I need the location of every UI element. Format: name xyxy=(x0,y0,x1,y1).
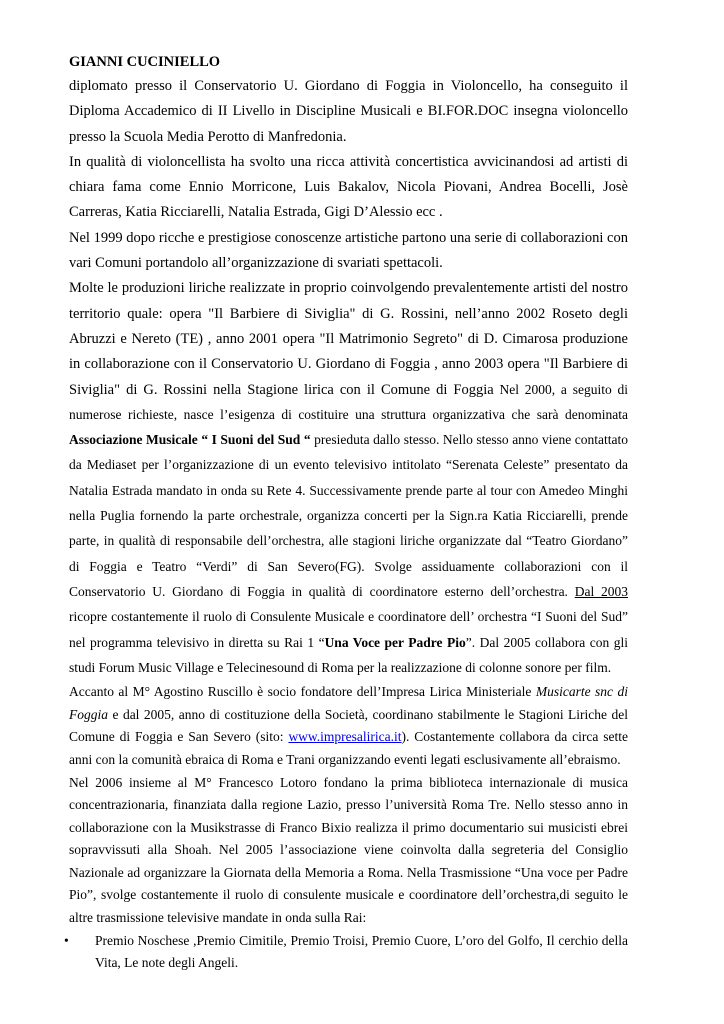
list-item-text: Premio Noschese ,Premio Cimitile, Premio Troisi, Premio Cuore, L’oro del Golfo, Il cerchio della Vita, Le note degli Angeli. xyxy=(95,932,628,971)
association-intro-text: Nel 2000, a seguito di numerose richieste, nasce l’esigenza di costituire una struttura organizzativa che sarà denominata xyxy=(69,381,628,422)
author-name-heading: GIANNI CUCINIELLO xyxy=(69,54,221,70)
paragraph-library-foundation: Nel 2006 insieme al M° Francesco Lotoro fondano la prima biblioteca internazionale di musica concentrazionaria, finanziata dalla regione Lazio, presso l’università Roma Tre. Nello stesso anno in collaborazione con la Musikstrasse di Franco Bixio realizza il primo documentario sui musicisti ebrei sopravvissuti alla Shoah. Nel 2005 l’associazione viene coinvolta dalla segreteria del Consiglio Nazionale ad organizzare la Giornata della Memoria a Roma. Nella Trasmissione “Una voce per Padre Pio”, svolge costantemente il ruolo di consulente musicale e coordinatore dell’orchestra,di seguito le altre trasmissione televisive mandate in onda sulla Rai: xyxy=(69,774,628,926)
film-scores-text: ”. Dal 2005 collabora con gli studi Forum Music Village e Telecinesound di Roma per la realizzazione di colonne sonore per film. xyxy=(69,634,628,675)
company-name-musicarte: Musicarte snc di Foggia xyxy=(69,684,628,722)
impresa-seasons-text: e dal 2005, anno di costituzione della Società, coordinano stabilmente le Stagioni Liriche del Comune di Foggia e San Severo (sito: xyxy=(69,706,628,745)
association-activity-text: presieduta dallo stesso. Nello stesso anno viene contattato da Mediaset per l’organizzazione di un evento televisivo intitolato “Serenata Celeste” presentato da Natalia Estrada mandato in onda su Rete 4. Successivamente prende parte al tour con Amedeo Minghi nella Puglia fornendo la parte orchestrale, organizza concerti per la Sign.ra Katia Ricciarelli, prende parte, in qualità di responsabile dell’orchestra, alle stagioni liriche organizzate dal “Teatro Giordano” di Foggia e Teatro “Verdi” di San Severo(FG). Svolge assiduamente collaborazioni con il Conservatorio U. Giordano di Foggia in qualità di coordinatore esterno dell’orchestra. xyxy=(69,432,628,599)
jewish-community-text: ). Costantemente collabora da circa sette anni con la comunità ebraica di Roma e Trani organizzando eventi legati esclusivamente all’ebraismo. xyxy=(69,729,628,767)
website-link[interactable]: www.impresalirica.it xyxy=(288,729,402,745)
list-item xyxy=(64,930,628,975)
opera-productions-text: Molte le produzioni liriche realizzate in proprio coinvolgendo prevalentemente artisti del nostro territorio quale: opera "Il Barbiere di Siviglia" di G. Rossini, nell’anno 2002 Roseto degli Abruzzi e Nereto (TE) , anno 2001 opera "Il Matrimonio Segreto" di D. Cimarosa produzione in collaborazione con il Conservatorio U. Giordano di Foggia , anno 2003 opera "Il Barbiere di Siviglia" di G. Rossini nella Stagione lirica con il Comune di Foggia xyxy=(69,280,628,398)
program-title-una-voce: Una Voce per Padre Pio xyxy=(324,634,466,650)
rai-program-text: ricopre costantemente il ruolo di Consulente Musicale e coordinatore dell’ orchestra “I Suoni del Sud” nel programma televisivo in diretta su Rai 1 “ xyxy=(69,609,628,650)
impresa-intro-text: Accanto al M° Agostino Ruscillo è socio fondatore dell’Impresa Lirica Ministeriale xyxy=(69,684,536,700)
paragraph-education: diplomato presso il Conservatorio U. Giordano di Foggia in Violoncello, ha conseguito il Diploma Accademico di II Livello in Discipline Musicali e BI.FOR.DOC insegna violoncello presso la Scuola Media Perotto di Manfredonia. xyxy=(69,78,628,145)
paragraph-opera-productions xyxy=(69,276,628,681)
dal-2003-underlined: Dal 2003 xyxy=(574,583,628,599)
bullet-icon: • xyxy=(64,932,69,948)
paragraph-collaborations: Nel 1999 dopo ricche e prestigiose conoscenze artistiche partono una serie di collaborazioni con vari Comuni portandolo all’organizzazione di svariati spettacoli. xyxy=(69,229,628,272)
association-name: Associazione Musicale “ I Suoni del Sud “ xyxy=(69,432,311,448)
paragraph-concert-activity: In qualità di violoncellista ha svolto una ricca attività concertistica avvicinandosi ad artisti di chiara fama come Ennio Morricone, Luis Bakalov, Nicola Piovani, Andrea Bocelli, Josè Carreras, Katia Ricciarelli, Natalia Estrada, Gigi D’Alessio ecc . xyxy=(69,153,628,221)
paragraph-impresa-lirica xyxy=(69,681,628,771)
document-page xyxy=(64,50,628,975)
tv-programs-list xyxy=(64,930,628,975)
